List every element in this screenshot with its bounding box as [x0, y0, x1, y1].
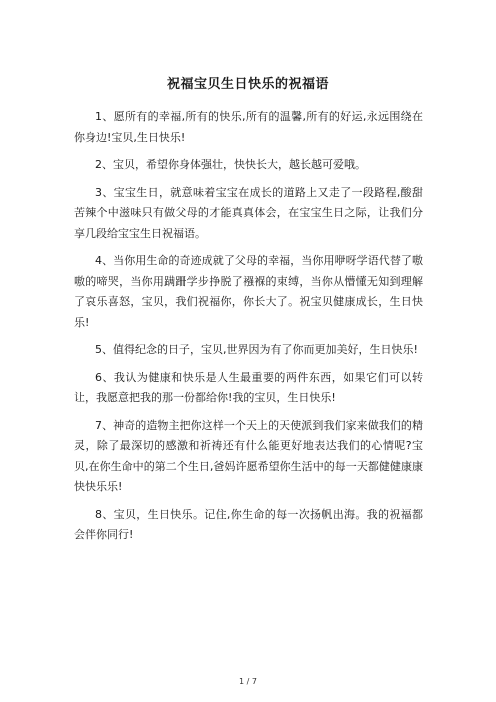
document-title: 祝福宝贝生日快乐的祝福语 — [166, 77, 329, 92]
page-number: 1 / 7 — [239, 677, 257, 686]
paragraph: 2、宝贝，希望你身体强壮，快快长大，越长越可爱哦。 — [95, 158, 366, 171]
paragraph: 7、神奇的造物主把你这样一个天上的天使派到我们家来做我们的精灵，除了最深切的感激和祈祷还有什么能更好地表达我们的心情呢?宝贝,在你生命中的第二个生日,爸妈许愿希望你生活中的每一天都健健康康快快乐乐! — [74, 418, 423, 493]
paragraph: 5、值得纪念的日子，宝贝,世界因为有了你而更加美好，生日快乐! — [95, 343, 418, 356]
paragraph: 8、宝贝，生日快乐。记住,你生命的每一次扬帆出海。我的祝福都会伴你同行! — [74, 507, 423, 541]
paragraph: 6、我认为健康和快乐是人生最重要的两件东西，如果它们可以转让，我愿意把我的那一份都给你!我的宝贝，生日快乐! — [74, 370, 423, 404]
paragraph: 4、当你用生命的奇迹成就了父母的幸福，当你用咿呀学语代替了嗷嗷的啼哭，当你用蹒跚学步挣脱了襁褓的束缚，当你从懵懂无知到理解了哀乐喜怒，宝贝，我们祝福你，你长大了。祝宝贝健康成长，生日快乐! — [74, 254, 423, 329]
paragraph: 3、宝宝生日，就意味着宝宝在成长的道路上又走了一段路程,酸甜苦辣个中滋味只有做父母的才能真真体会，在宝宝生日之际，让我们分享几段给宝宝生日祝福语。 — [74, 185, 423, 240]
document-body — [74, 107, 423, 553]
paragraph: 1、愿所有的幸福,所有的快乐,所有的温馨,所有的好运,永远围绕在你身边!宝贝,生日快乐! — [74, 110, 423, 144]
